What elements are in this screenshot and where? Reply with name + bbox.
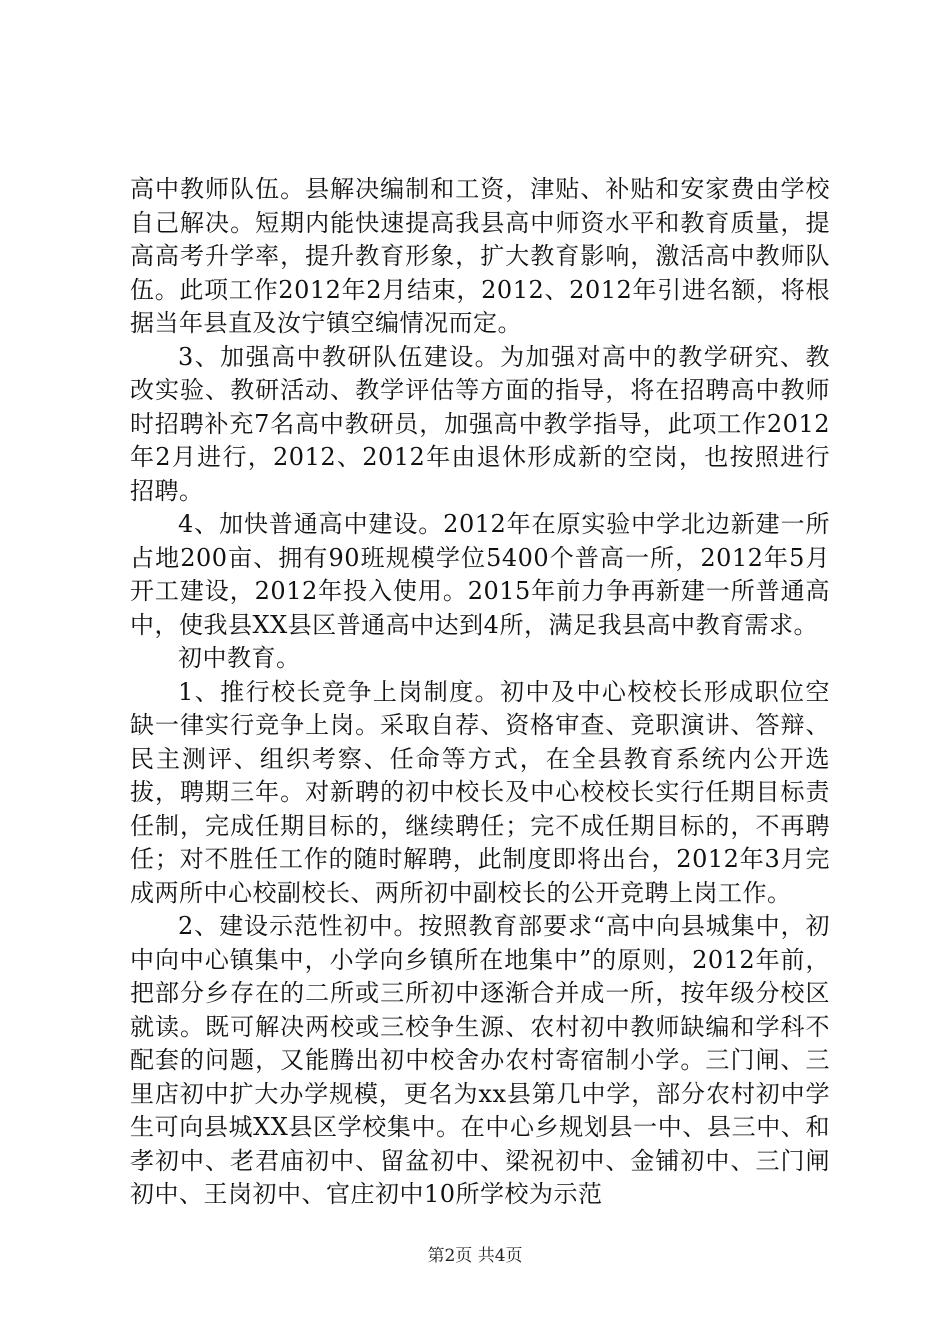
- paragraph-3: 4、加快普通高中建设。2012年在原实验中学北边新建一所占地200亩、拥有90班规模学位5400个普高一所，2012年5月开工建设，2012年投入使用。2015年前力争再新建一所普通高中，使我县XX县区普通高中达到4所，满足我县高中教育需求。: [130, 510, 830, 639]
- document-body: [130, 173, 830, 1212]
- paragraph-6: 2、建设示范性初中。按照教育部要求“高中向县城集中，初中向中心镇集中，小学向乡镇所在地集中”的原则，2012年前，把部分乡存在的二所或三所初中逐渐合并成一所，按年级分校区就读。既可解决两校或三校争生源、农村初中教师缺编和学科不配套的问题，又能腾出初中校舍办农村寄宿制小学。三门闸、三里店初中扩大办学规模，更名为xx县第几中学，部分农村初中学生可向县城XX县区学校集中。在中心乡规划县一中、县三中、和孝初中、老君庙初中、留盆初中、梁祝初中、金铺初中、三门闸初中、王岗初中、官庄初中10所学校为示范: [130, 912, 830, 1208]
- paragraph-5: 1、推行校长竞争上岗制度。初中及中心校校长形成职位空缺一律实行竞争上岗。采取自荐、资格审查、竞职演讲、答辩、民主测评、组织考察、任命等方式，在全县教育系统内公开选拔，聘期三年。对新聘的初中校长及中心校校长实行任期目标责任制，完成任期目标的，继续聘任；完不成任期目标的，不再聘任；对不胜任工作的随时解聘，此制度即将出台，2012年3月完成两所中心校副校长、两所初中副校长的公开竞聘上岗工作。: [130, 677, 830, 907]
- paragraph-1: 高中教师队伍。县解决编制和工资，津贴、补贴和安家费由学校自己解决。短期内能快速提高我县高中师资水平和教育质量，提高高考升学率，提升教育形象，扩大教育影响，激活高中教师队伍。此项工作2012年2月结束，2012、2012年引进名额，将根据当年县直及汝宁镇空编情况而定。: [130, 175, 830, 337]
- page-footer: 第2页 共4页: [427, 1246, 523, 1266]
- paragraph-4: 初中教育。: [178, 644, 301, 672]
- paragraph-2: 3、加强高中教研队伍建设。为加强对高中的教学研究、教改实验、教研活动、教学评估等方面的指导，将在招聘高中教师时招聘补充7名高中教研员，加强高中教学指导，此项工作2012年2月进行，2012、2012年由退休形成新的空岗，也按照进行招聘。: [130, 342, 830, 505]
